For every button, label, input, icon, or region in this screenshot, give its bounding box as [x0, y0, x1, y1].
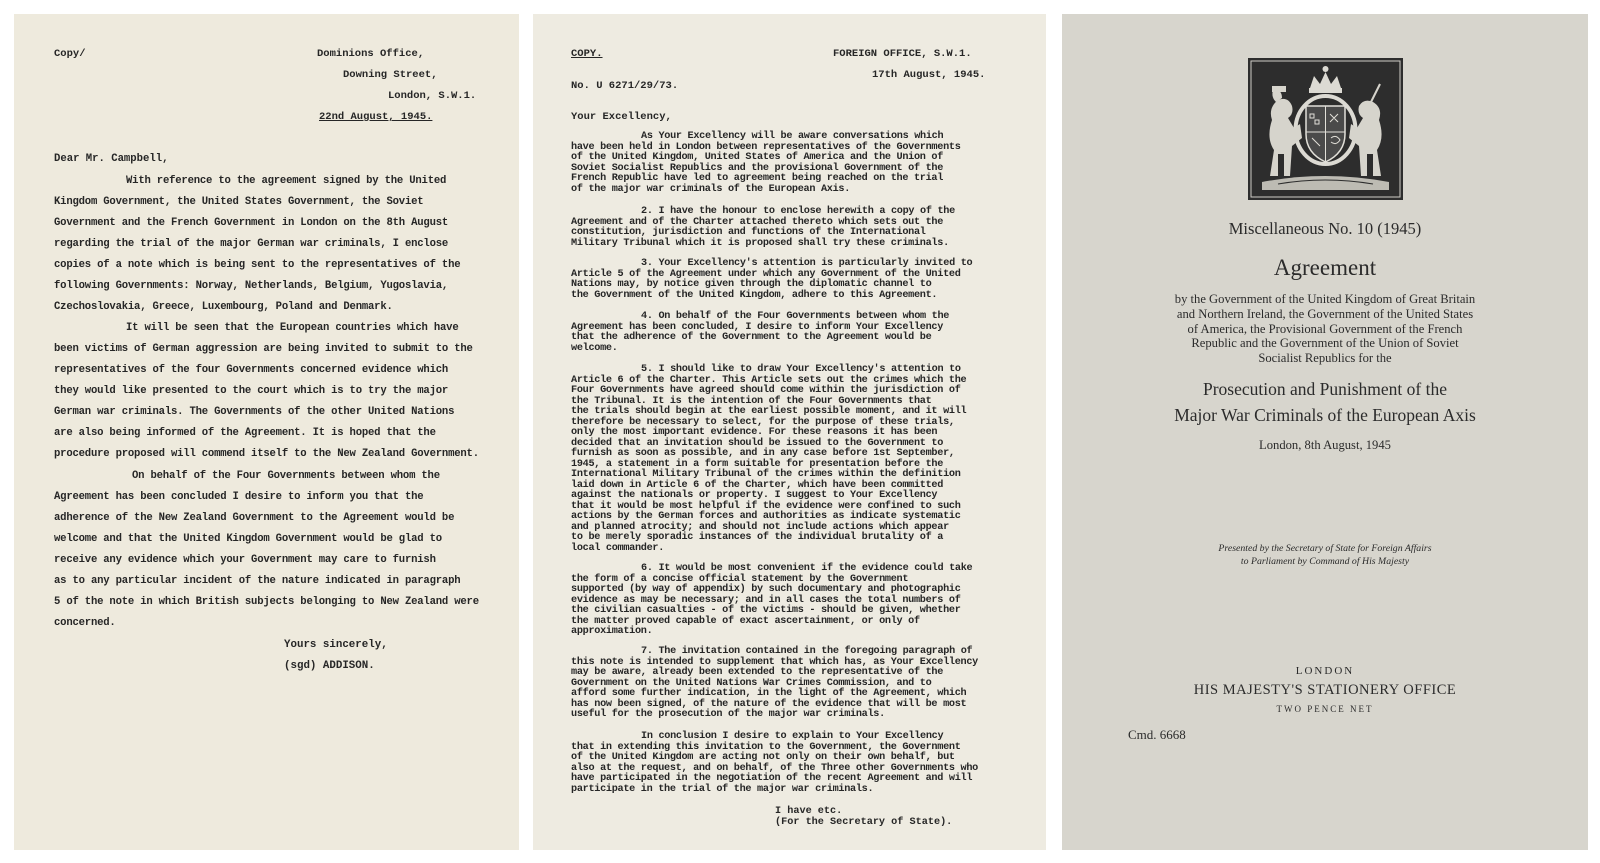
parties-line: by the Government of the United Kingdom of Great Britain — [1174, 292, 1476, 306]
body-line: as to any particular incident of the nature indicated in paragraph — [54, 575, 461, 587]
body-line: Czechoslovakia, Greece, Luxembourg, Poland and Denmark. — [54, 301, 393, 313]
salutation: Your Excellency, — [571, 111, 672, 123]
body-line: receive any evidence which your Government may care to furnish — [54, 554, 436, 566]
document-title: Agreement — [1273, 255, 1377, 280]
subject-line: Prosecution and Punishment of the — [1202, 379, 1447, 399]
paragraph-8: In conclusion I desire to explain to Your Excellency that in extending this invitation to the Government, the Government of the United Kingdom are acting not only on their own behalf, but also at the request, and on behalf, of the Three other Governments who have participated in the negotiation of the recent Agreement and will participate in the trial of the major war criminals. — [571, 731, 978, 795]
presented-line: to Parliament by Command of His Majesty — [1240, 556, 1410, 567]
office-address: FOREIGN OFFICE, S.W.1. — [833, 48, 972, 60]
signature: (sgd) ADDISON. — [284, 660, 375, 672]
parties-line: Republic and the Government of the Union of Soviet — [1191, 336, 1459, 351]
body-line: 5 of the note in which British subjects belonging to New Zealand were — [54, 596, 479, 608]
body-line: copies of a note which is being sent to the representatives of the — [54, 259, 461, 271]
address-line-1: Dominions Office, — [317, 48, 425, 60]
paragraph-6: 6. It would be most convenient if the evidence could take the form of a concise official statement by the Government supported (by way of appendix) by such documentary and photographic evidence as may be necessary; and in all cases the total numbers of the civilian casualties - of the victims - should be given, whether the matter proved capable of exact ascertainment, or only of approximation. — [571, 563, 973, 637]
body-line: It will be seen that the European countries which have — [126, 322, 459, 334]
reference-number: No. U 6271/29/73. — [571, 80, 679, 92]
parties-block — [1062, 292, 1588, 366]
body-line: representatives of the four Governments concerned evidence which — [54, 364, 449, 376]
letter-dominions-office — [14, 14, 519, 850]
presented-note — [1062, 542, 1588, 568]
command-number: Cmd. 6668 — [1128, 727, 1186, 742]
address-line-3: London, S.W.1. — [388, 90, 477, 102]
copy-mark: Copy/ — [54, 48, 86, 60]
letter-date: 17th August, 1945. — [872, 69, 986, 81]
body-line: been victims of German aggression are being invited to submit to the — [54, 343, 473, 355]
paragraph-5: 5. I should like to draw Your Excellency's attention to Article 6 of the Charter. This Article sets out the crimes which the Four Governments have agreed should come within the jurisdiction of the Tribunal. It is the intention of the Four Governments that the trials should begin at the earliest possible moment, and it will therefore be necessary to select, for the purpose of these trials, only the most important evidence. For these reasons it has been decided that an invitation should be issued to the Government to furnish as soon as possible, and in any case before 1st September, 1945, a statement in a form suitable for presentation before the International Military Tribunal of the crimes within the definition laid down in Article 6 of the Charter, which have been committed against the nationals or property. I suggest to Your Excellency that it would be most helpful if the evidence were confined to such actions by the German forces and authorities as indicate systematic and planned atrocity; and should not include actions which appear to be merely sporadic instances of the individual brutality of a local commander. — [571, 364, 967, 554]
closing: I have etc. — [775, 806, 843, 817]
copy-mark: COPY. — [571, 48, 603, 60]
parties-line: and Northern Ireland, the Government of the United States — [1176, 306, 1474, 321]
address-line-2: Downing Street, — [343, 69, 438, 81]
body-line: With reference to the agreement signed by the United — [126, 175, 447, 187]
salutation: Dear Mr. Campbell, — [54, 153, 169, 165]
price: TWO PENCE NET — [1276, 704, 1374, 714]
body-line: regarding the trial of the major German war criminals, I enclose — [54, 238, 449, 250]
paragraph-4: 4. On behalf of the Four Governments between whom the Agreement has been concluded, I desire to inform Your Excellency that the adherence of the Government to the Agreement would be welcome. — [571, 311, 950, 354]
agreement-cover — [1062, 14, 1588, 850]
publisher-city: LONDON — [1295, 665, 1355, 677]
subject-line: Major War Criminals of the European Axis — [1174, 405, 1476, 425]
publisher-name: HIS MAJESTY'S STATIONERY OFFICE — [1193, 682, 1457, 698]
paragraph-3: 3. Your Excellency's attention is particularly invited to Article 5 of the Agreement under which any Government of the United Nations may, by notice given through the diplomatic channel to the Government of the United Kingdom, adhere to this Agreement. — [571, 258, 973, 301]
royal-coat-of-arms-icon — [1248, 58, 1403, 200]
letter-foreign-office — [533, 14, 1046, 850]
body-line: concerned. — [54, 617, 116, 629]
body-line: procedure proposed will commend itself to the New Zealand Government. — [54, 448, 479, 460]
signature: (For the Secretary of State). — [775, 817, 953, 828]
body-line: adherence of the New Zealand Government to the Agreement would be — [54, 512, 455, 524]
letter-date: 22nd August, 1945. — [319, 111, 433, 123]
body-line: German war criminals. The Governments of the other United Nations — [54, 406, 455, 418]
body-line: following Governments: Norway, Netherlands, Belgium, Yugoslavia, — [54, 280, 449, 292]
body-line: Government and the French Government in London on the 8th August — [54, 217, 449, 229]
presented-line: Presented by the Secretary of State for Foreign Affairs — [1218, 543, 1432, 554]
closing: Yours sincerely, — [284, 639, 388, 651]
parties-line: Socialist Republics for the — [1258, 351, 1392, 366]
body-line: Kingdom Government, the United States Government, the Soviet — [54, 196, 424, 208]
paragraph-7: 7. The invitation contained in the foregoing paragraph of this note is intended to supplement that which has, as Your Excellency may be aware, already been extended to the representative of the Government on the United Nations War Crimes Commission, and to afford some further indication, in the light of the Agreement, which has now been signed, of the nature of the evidence that will be most useful for the prosecution of the major war criminals. — [571, 646, 978, 720]
body-line: On behalf of the Four Governments between whom the — [132, 470, 440, 482]
paragraph-1: As Your Excellency will be aware conversations which have been held in London between representatives of the Governments of the United Kingdom, United States of America and the Union of Soviet Socialist Republics and the provisional Government of the French Republic have led to agreement being reached on the trial of the major war criminals of the European Axis. — [571, 131, 961, 195]
series-number: Miscellaneous No. 10 (1945) — [1228, 219, 1422, 238]
parties-line: of America, the Provisional Government of the French — [1187, 321, 1463, 336]
body-line: are also being informed of the Agreement. It is hoped that the — [54, 427, 436, 439]
paragraph-2: 2. I have the honour to enclose herewith a copy of the Agreement and of the Charter attached thereto which sets out the constitution, jurisdiction and functions of the International Military Tribunal which it is proposed shall try these criminals. — [571, 206, 955, 249]
body-line: they would like presented to the court which is to try the major — [54, 385, 449, 397]
subject-block — [1062, 376, 1588, 428]
body-line: welcome and that the United Kingdom Government would be glad to — [54, 533, 442, 545]
place-and-date: London, 8th August, 1945 — [1259, 438, 1391, 452]
body-line: Agreement has been concluded I desire to inform you that the — [54, 491, 424, 503]
